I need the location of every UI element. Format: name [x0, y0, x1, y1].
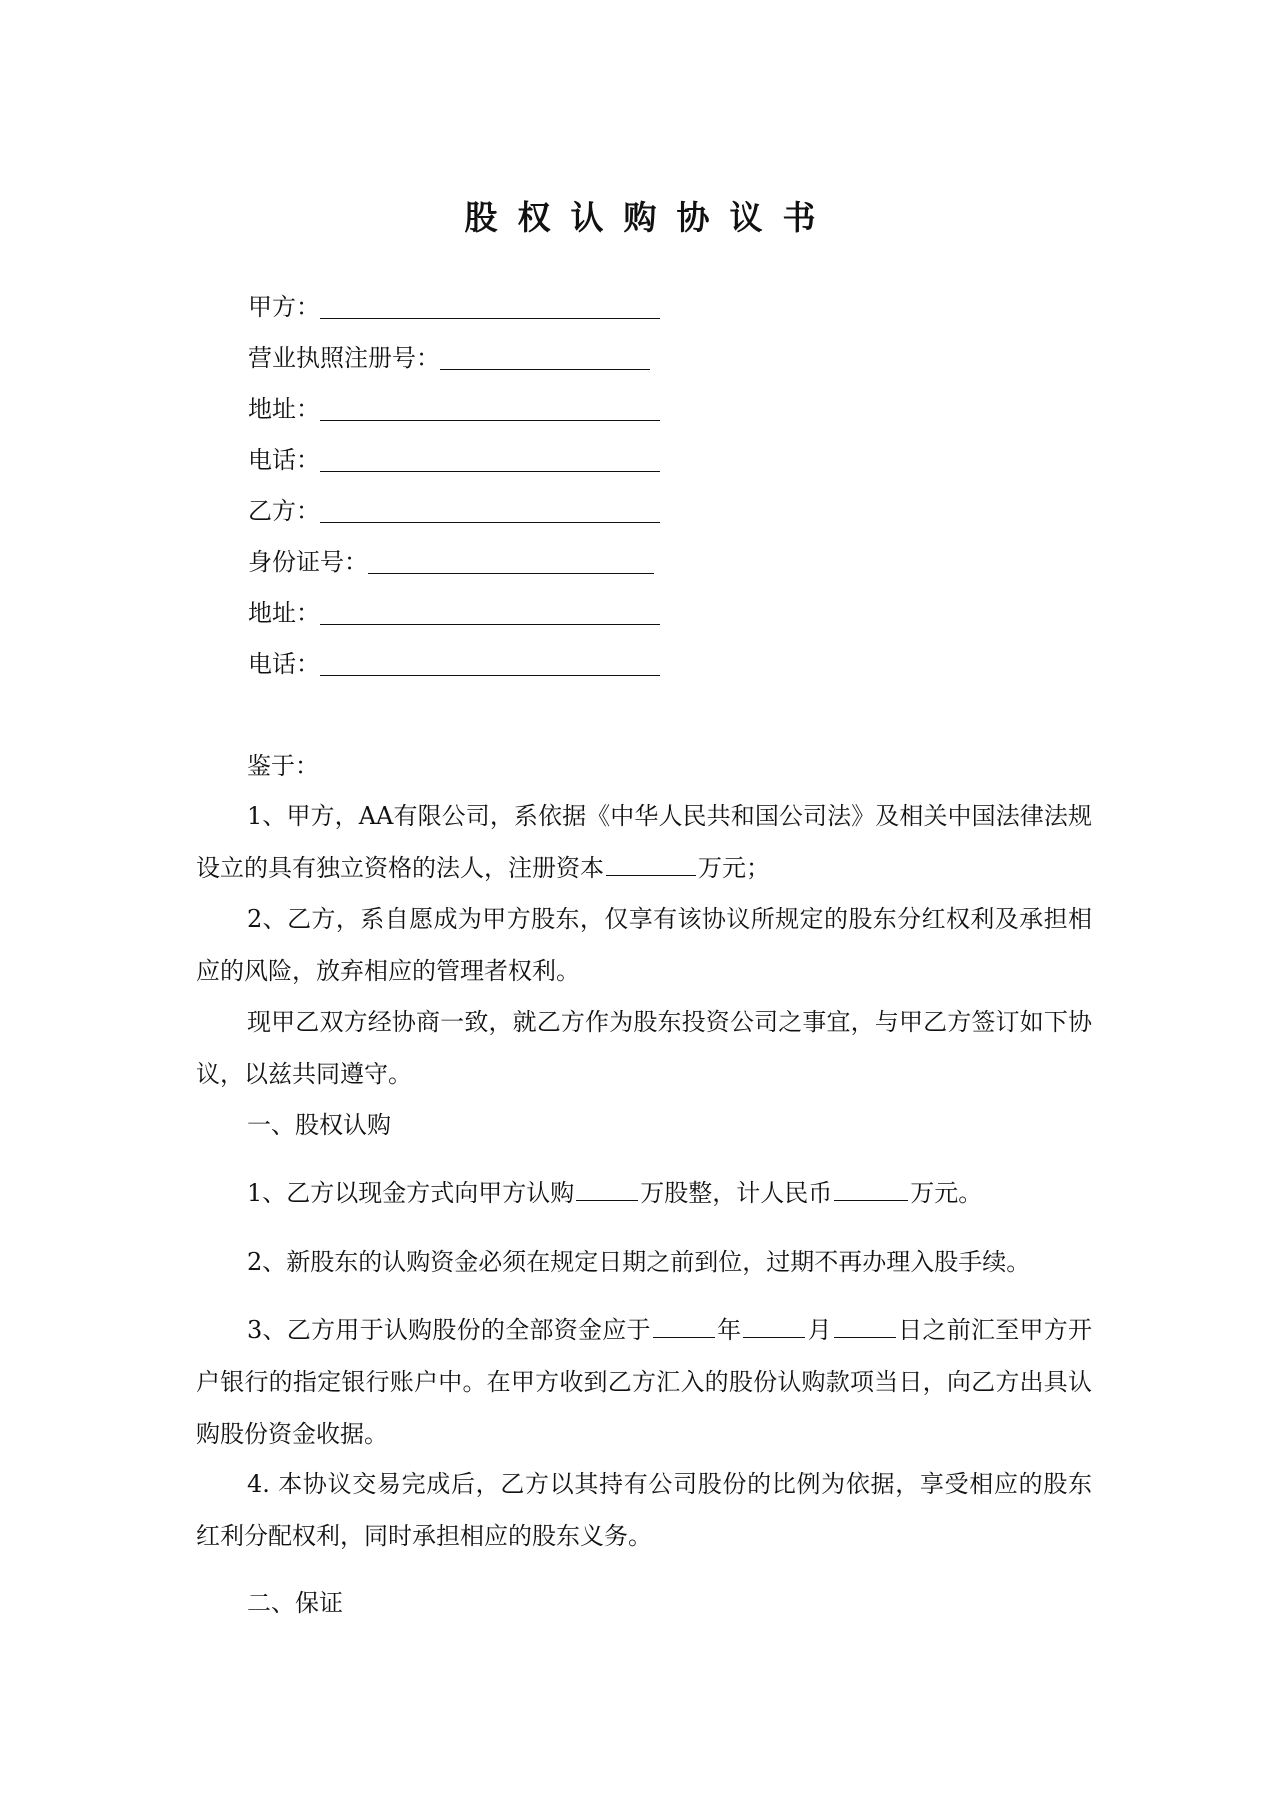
clause-1-2: 2、新股东的认购资金必须在规定日期之前到位，过期不再办理入股手续。	[247, 1248, 1031, 1276]
party-b-id-label: 身份证号：	[248, 548, 368, 576]
party-b-address-blank[interactable]	[320, 600, 660, 625]
clause-1-3	[196, 1304, 1092, 1460]
whereas-clause-2: 2、乙方，系自愿成为甲方股东，仅享有该协议所规定的股东分红权利及承担相应的风险，放弃相应的管理者权利。	[196, 905, 1092, 985]
party-a-address-label: 地址：	[248, 395, 320, 423]
party-a-license-line	[248, 341, 650, 375]
rmb-amount-blank[interactable]	[834, 1178, 908, 1201]
agreement-intro: 现甲乙双方经协商一致，就乙方作为股东投资公司之事宜，与甲乙方签订如下协议，以兹共同遵守。	[196, 1008, 1092, 1088]
party-a-name-blank[interactable]	[320, 294, 660, 319]
registered-capital-blank[interactable]	[606, 853, 696, 876]
party-b-phone-label: 电话：	[248, 650, 320, 678]
party-b-address-line	[248, 596, 660, 630]
whereas-clause-1-text: 1、甲方，AA有限公司，系依据《中华人民共和国公司法》及相关中国法律法规设立的具有独立资格的法人，注册资本	[196, 802, 1092, 882]
party-b-name-label: 乙方：	[248, 497, 320, 525]
clause-1-3-text-d: 日之前汇至甲方开户银行的指定银行账户中。在甲方收到乙方汇入的股份认购款项当日，向乙方出具认购股份资金收据。	[196, 1316, 1093, 1448]
party-a-address-blank[interactable]	[320, 396, 660, 421]
share-count-blank[interactable]	[576, 1178, 638, 1201]
day-blank[interactable]	[834, 1315, 896, 1338]
party-a-name-label: 甲方：	[248, 293, 320, 321]
party-b-id-blank[interactable]	[368, 549, 654, 574]
whereas-clause-1-unit: 万元；	[698, 854, 770, 882]
party-a-phone-line	[248, 443, 660, 477]
party-b-address-label: 地址：	[248, 599, 320, 627]
whereas-heading: 鉴于：	[247, 752, 319, 780]
clause-1-1-text-a: 1、乙方以现金方式向甲方认购	[247, 1179, 575, 1207]
clause-1-1	[196, 1167, 1092, 1219]
clause-1-3-text-a: 3、乙方用于认购股份的全部资金应于	[247, 1316, 651, 1344]
year-blank[interactable]	[653, 1315, 715, 1338]
party-b-id-line	[248, 545, 654, 579]
party-a-phone-label: 电话：	[248, 446, 320, 474]
month-blank[interactable]	[743, 1315, 805, 1338]
whereas-clause-1	[196, 790, 1092, 894]
party-a-license-blank[interactable]	[440, 345, 650, 370]
party-a-license-label: 营业执照注册号：	[248, 344, 440, 372]
party-a-address-line	[248, 392, 660, 426]
clause-1-3-year-label: 年	[716, 1316, 742, 1344]
clause-1-3-month-label: 月	[807, 1316, 832, 1344]
clause-1-4: 4. 本协议交易完成后，乙方以其持有公司股份的比例为依据，享受相应的股东红利分配权利，同时承担相应的股东义务。	[196, 1470, 1092, 1550]
party-b-name-blank[interactable]	[320, 498, 660, 523]
clause-1-1-text-c: 万元。	[910, 1179, 983, 1207]
section-2-heading: 二、保证	[247, 1589, 343, 1617]
document-title: 股权认购协议书	[464, 198, 836, 237]
party-b-phone-blank[interactable]	[320, 651, 660, 676]
party-b-name-line	[248, 494, 660, 528]
party-a-name-line	[248, 290, 660, 324]
party-b-phone-line	[248, 647, 660, 681]
section-1-heading: 一、股权认购	[247, 1111, 391, 1139]
clause-1-1-text-b: 万股整，计人民币	[640, 1179, 833, 1207]
party-a-phone-blank[interactable]	[320, 447, 660, 472]
